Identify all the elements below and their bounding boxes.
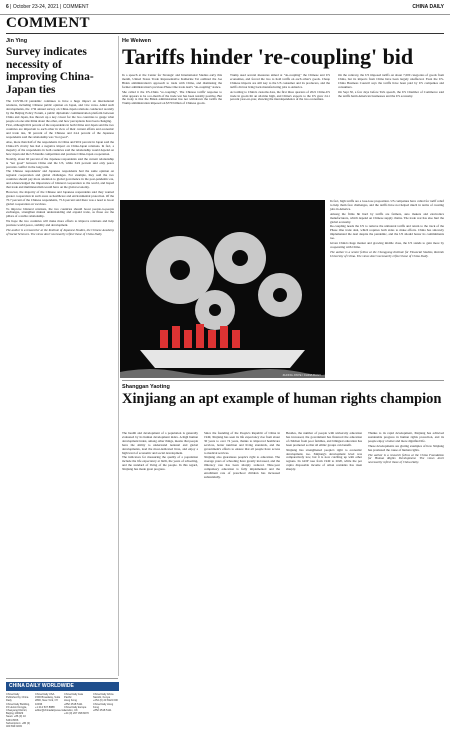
article-paragraph: The COVID-19 pandemic continues to have a huge impact on international relations, including Chinese public opinion on Japan, and vice versa. Amid such developments, the 17th annual survey on China-Japan relations conducted recently by the Beijing Policy Forum, a public diplomatic communication platform between China and Japan, has thrown up a key caveat for the two countries to gauge what people on one side think about the other, and how perceptions have been changing. [6, 99, 114, 123]
footer-col-china-daily: China Daily Published by China Daily China Daily Building, 15 Huixin Dongjie, Chaoyang District, Beijing 100029 News: +86 (0) 10 6491 8366 Subscription: +86 (0) 400 699 0203 [6, 693, 31, 729]
column-divider [118, 36, 119, 676]
article-paragraph: Notably, about 60 percent of the Japanese respondents said the current relationship is "not good" between China and the US, while 34.9 percent said only peace prevents conflict in the long term. [6, 156, 114, 169]
article-paragraph: However, the majority of the Chinese and Japanese respondents said they wanted greater cooperation in such areas as healthcare and environmental protection. Of the 70.7 percent of the Chinese respondents, 75.6 percent said there was a need to boost global cooperation on vaccines. [6, 189, 114, 206]
article-paragraph: Xinjiang has strengthened people's right to economic development, too. Xinjiang's development level was comparatively low, but it is now catching up with other regions. Its GDP rose from 1949 to 2020, while the per capita disposable income of urban residents has risen sharply. [286, 447, 362, 472]
brand: CHINA DAILY [412, 4, 444, 10]
left-byline: Jin Ying [6, 38, 28, 44]
page-header [0, 0, 450, 15]
illustration-credit: ZHONG JINYE / CHINA DAILY [282, 373, 321, 377]
footer-col-asia-europe: China Daily Asia Pacific Hong Kong +852 2518 5111 China Daily Europe London, UK +44 (0) 207 398 8270 [64, 693, 89, 716]
article-paragraph: To improve bilateral relations, the two countries should boost people-to-people exchanges, strengthen mutual understanding and expand trade, as those are the pillars of a stable relationship. [6, 206, 114, 219]
article-paragraph: On the contrary, the US imposed tariffs on about 7,000 categories of goods from China, but its imports from China have been largely unaffected. Even the US-China Business Council says the tariffs have been paid by US companies and consumers. [338, 73, 444, 89]
article-paragraph: She called it the US-China "re-coupling". The Chinese tariffs' response to what appears to be a re-match of the trade war has been notably positive. But the irony is that the Biden administration has not withdrawn the tariffs the Trump administration imposed on $370 billion of Chinese goods. [122, 89, 222, 106]
article-paragraph: In fact, high tariffs are a lose-lose proposition. US companies have called for tariff relief to help them face challenges, and the tariffs have not helped much in terms of creating jobs in America. [330, 199, 444, 211]
section-divider [122, 380, 444, 381]
article-paragraph: The indicators for measuring the quality of a population include the life expectancy at birth, the years of schooling, and the standard of living of the people. In this regard, Xinjiang has made great progress. [122, 455, 198, 472]
article-paragraph: In a speech at the Center for Strategic and International Studies early this month, United States Trade Representative Katherine Tai outlined the Joe Biden administration's approach to trade with China, and dismissing the former administration's previous Phase One trade deal's "de-coupling" stance. [122, 73, 222, 89]
section-title: COMMENT [6, 15, 90, 31]
center-byline: He Weiwen [122, 38, 151, 44]
center-article-col4 [330, 200, 444, 378]
bottom-article-col4 [368, 432, 444, 732]
left-article-body [6, 100, 114, 670]
author-note: The author is a research fellow at the China Foundation for Human Rights Development. The views don't necessarily reflect those of China Daily. [368, 452, 444, 465]
article-paragraph: These developments are glaring examples of how Xinjiang has promoted the cause of human rights. [368, 443, 444, 452]
bottom-article-col2 [204, 432, 280, 732]
article-paragraph: The Chinese respondents' and Japanese respondents had the same opinion on regional cooperation and global challenges. For example, they said the two countries should pay more attention to global governance in the post-pandemic era, and acknowledged the importance of bilateral cooperation to the world, and hoped that trade and multilateralism would have on the global economy. [6, 169, 114, 190]
bottom-byline: Shanggan Yaoting [122, 384, 170, 390]
article-paragraph: Trump used several measures aimed at "de-coupling" the Chinese and US economies, and forced the two to hold tariffs on each other's goods. Cheap Chinese imports are still key to the US consumer and its producers, and the tariffs did not bring back manufacturing jobs to America. [230, 73, 330, 89]
left-headline: Survey indicates necessity of improving China-Japan ties [6, 46, 94, 96]
article-paragraph: Also, more than half of the respondents in China and 90.9 percent in Japan said the China-US rivalry has had a negative impact on China-Japan relations. In fact, a majority of the respondents in both countries said the relationship would depend on how Japan and the US handle competition and promote China-Japan cooperation. [6, 140, 114, 156]
article-paragraph: Given China's huge market and growing middle class, the US stands to gain more by cooperating with China. [330, 241, 444, 249]
author-note: The author is a senior fellow at the Chongyang Institute for Financial Studies, Renmin University of China. The views don't necessarily reflect those of China Daily. [330, 249, 444, 258]
footer-col-usa: China Daily USA 1500 Broadway, Suite 2800, New York, NY 10036 +1 212 537 8888 editor@chinadailyusa.com [35, 693, 66, 713]
bottom-headline: Xinjiang an apt example of human rights champion [122, 391, 442, 407]
footer-title: CHINA DAILY WORLDWIDE [6, 682, 119, 691]
article-paragraph: According to China's customs data, the first three quarters of 2021 China-US trade in goods hit an all-time high, and China's exports to the US grew 24.1 percent year-on-year, showing the interdependence of the two economies. [230, 89, 330, 102]
article-paragraph: Re-coupling needs the US to remove the unilateral tariffs and return to the track of the Phase One trade deal, which requires both sides to make efforts. China has sincerely implemented the deal despite the pandemic, and the US should honor its commitments too. [330, 224, 444, 241]
article-paragraph: Among the firms hit hard by tariffs are farmers, auto makers and electronics manufacturers, which depend on Chinese supply chains. The trade war has also hurt the global economy. [330, 211, 444, 224]
article-paragraph: First, although 66.9 percent of the respondents in both China and Japan said the two countries are important to each other in view of their current affairs and economic and trade ties, 30 percent of the Chinese and 24.4 percent of the Japanese respondents said the relationship was "not good". [6, 123, 114, 140]
gears-illustration [120, 200, 325, 378]
article-paragraph: We hope the two countries will make more efforts to improve relations and help promote world peace, stability and development. [6, 219, 114, 228]
page-info: 6 | October 23-24, 2021 | COMMENT [6, 4, 89, 10]
article-paragraph: Xinjiang also guarantees people's right to education. The average years of schooling have greatly increased, and the illiteracy rate has been sharply reduced. Nine-year compulsory education is fully implemented and the enrollment rate of preschool children has increased substantially. [204, 455, 280, 479]
center-headline: Tariffs hinder 're-coupling' bid [122, 44, 414, 69]
section-rule [6, 33, 444, 34]
center-article-col1 [122, 74, 222, 198]
footer-col-africa-hk: China Daily Africa Nairobi, Kenya +254 (0) 20 6924 000 China Daily Hong Kong +852 2518 5111 [93, 693, 118, 713]
article-paragraph: On Sept 30, a few days before Tai's speech, the US Chamber of Commerce said the tariffs harm American businesses and the US economy. [338, 89, 444, 98]
gears-ship-graphic [120, 200, 325, 378]
article-paragraph: Since the founding of the People's Republic of China in 1949, Xinjiang has seen its life expectancy rise from about 30 years to over 74 years, thanks to improved healthcare services, better nutrition and living standards, and the government's efforts to ensure that all people have access to medical services. [204, 431, 280, 455]
article-paragraph: Besides, the number of people with university education has increased, the government has financed the education of children from poor families, and bilingual education has been promoted so that all ethnic groups can benefit. [286, 431, 362, 447]
author-note: The author is a researcher at the Institute of Japanese Studies, the Chinese Academy of Social Sciences. The views don't necessarily reflect those of China Daily. [6, 228, 114, 236]
article-paragraph: Thanks to its rapid development, Xinjiang has achieved sustainable progress in human rights protection, and its people enjoy a better and more dignified life. [368, 431, 444, 443]
footer-rule [6, 678, 118, 679]
article-paragraph: The health and development of a population is generally evaluated by its human development index. A high human development index, among other things, means that people have the ability to understand national and global developments, lead the most-dedicated lives, and enjoy a high level of economic and social development. [122, 431, 198, 455]
bottom-article-col3 [286, 432, 362, 732]
center-article-col2 [230, 74, 330, 198]
bottom-article-col1 [122, 432, 198, 732]
center-article-col3 [338, 74, 444, 198]
